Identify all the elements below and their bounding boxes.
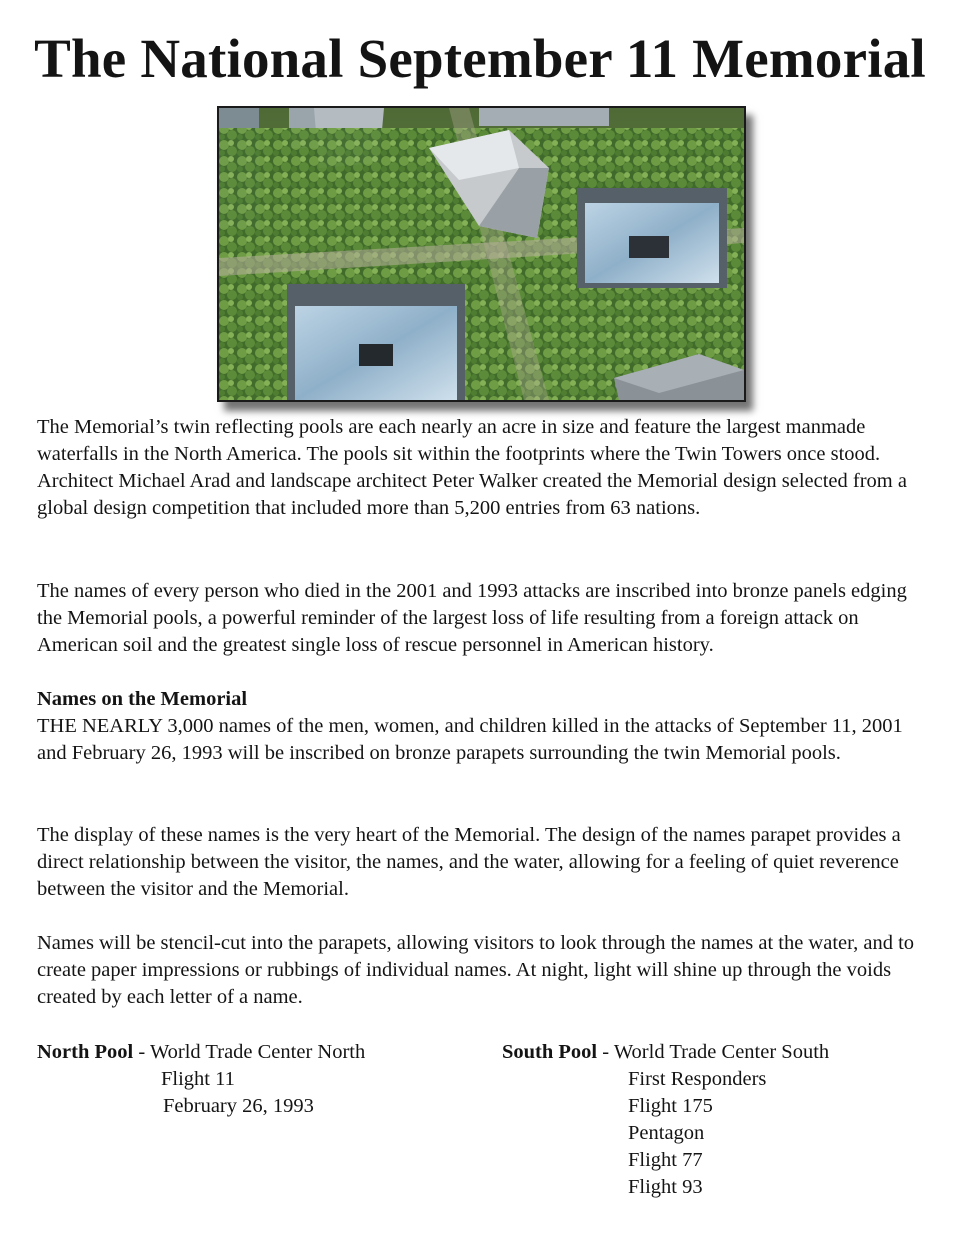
south-pool-separator: - — [597, 1041, 614, 1063]
south-pool-header — [502, 1039, 829, 1066]
names-heading: Names on the Memorial — [37, 688, 248, 710]
list-item: Flight 93 — [628, 1176, 703, 1198]
south-pool-list — [628, 1066, 766, 1201]
north-pool-label: North Pool — [37, 1041, 134, 1063]
memorial-aerial-photo — [217, 106, 746, 402]
south-pool-label: South Pool — [502, 1041, 598, 1063]
names-body: THE NEARLY 3,000 names of the men, women, and children killed in the attacks of September 11, 2001 and February 26, 1993 will be inscribed on bronze parapets surrounding the twin Memorial pools. — [37, 715, 903, 764]
north-pool-separator: - — [133, 1041, 150, 1063]
intro-paragraph: The Memorial’s twin reflecting pools are each nearly an acre in size and feature the largest manmade waterfalls in the North America. The pools sit within the footprints where the Twin Towers once stood. Architect Michael Arad and landscape architect Peter Walker created the Memorial design selected from a global design competition that included more than 5,200 entries from 63 nations. — [37, 416, 907, 519]
north-pool-list — [161, 1066, 314, 1120]
list-item: First Responders — [628, 1068, 767, 1090]
list-item: February 26, 1993 — [163, 1095, 314, 1117]
stencil-paragraph: Names will be stencil-cut into the parapets, allowing visitors to look through the names at the water, and to create paper impressions or rubbings of individual names. At night, light will shine up through the voids created by each letter of a name. — [37, 932, 915, 1008]
names-section — [37, 686, 927, 767]
south-pool-first: World Trade Center South — [613, 1041, 830, 1063]
north-pool-header — [37, 1039, 365, 1066]
page-title: The National September 11 Memorial — [34, 28, 926, 89]
names-inscription-paragraph: The names of every person who died in the 2001 and 1993 attacks are inscribed into bronze panels edging the Memorial pools, a powerful reminder of the largest loss of life resulting from a foreign attack on American soil and the greatest single loss of rescue personnel in American history. — [37, 580, 907, 656]
list-item: Pentagon — [628, 1122, 705, 1144]
north-pool-first: World Trade Center North — [149, 1041, 366, 1063]
list-item: Flight 77 — [628, 1149, 703, 1171]
list-item: Flight 175 — [628, 1095, 713, 1117]
display-paragraph: The display of these names is the very heart of the Memorial. The design of the names parapet provides a direct relationship between the visitor, the names, and the water, allowing for a feeling of quiet reverence between the visitor and the Memorial. — [37, 824, 901, 900]
list-item: Flight 11 — [161, 1068, 235, 1090]
